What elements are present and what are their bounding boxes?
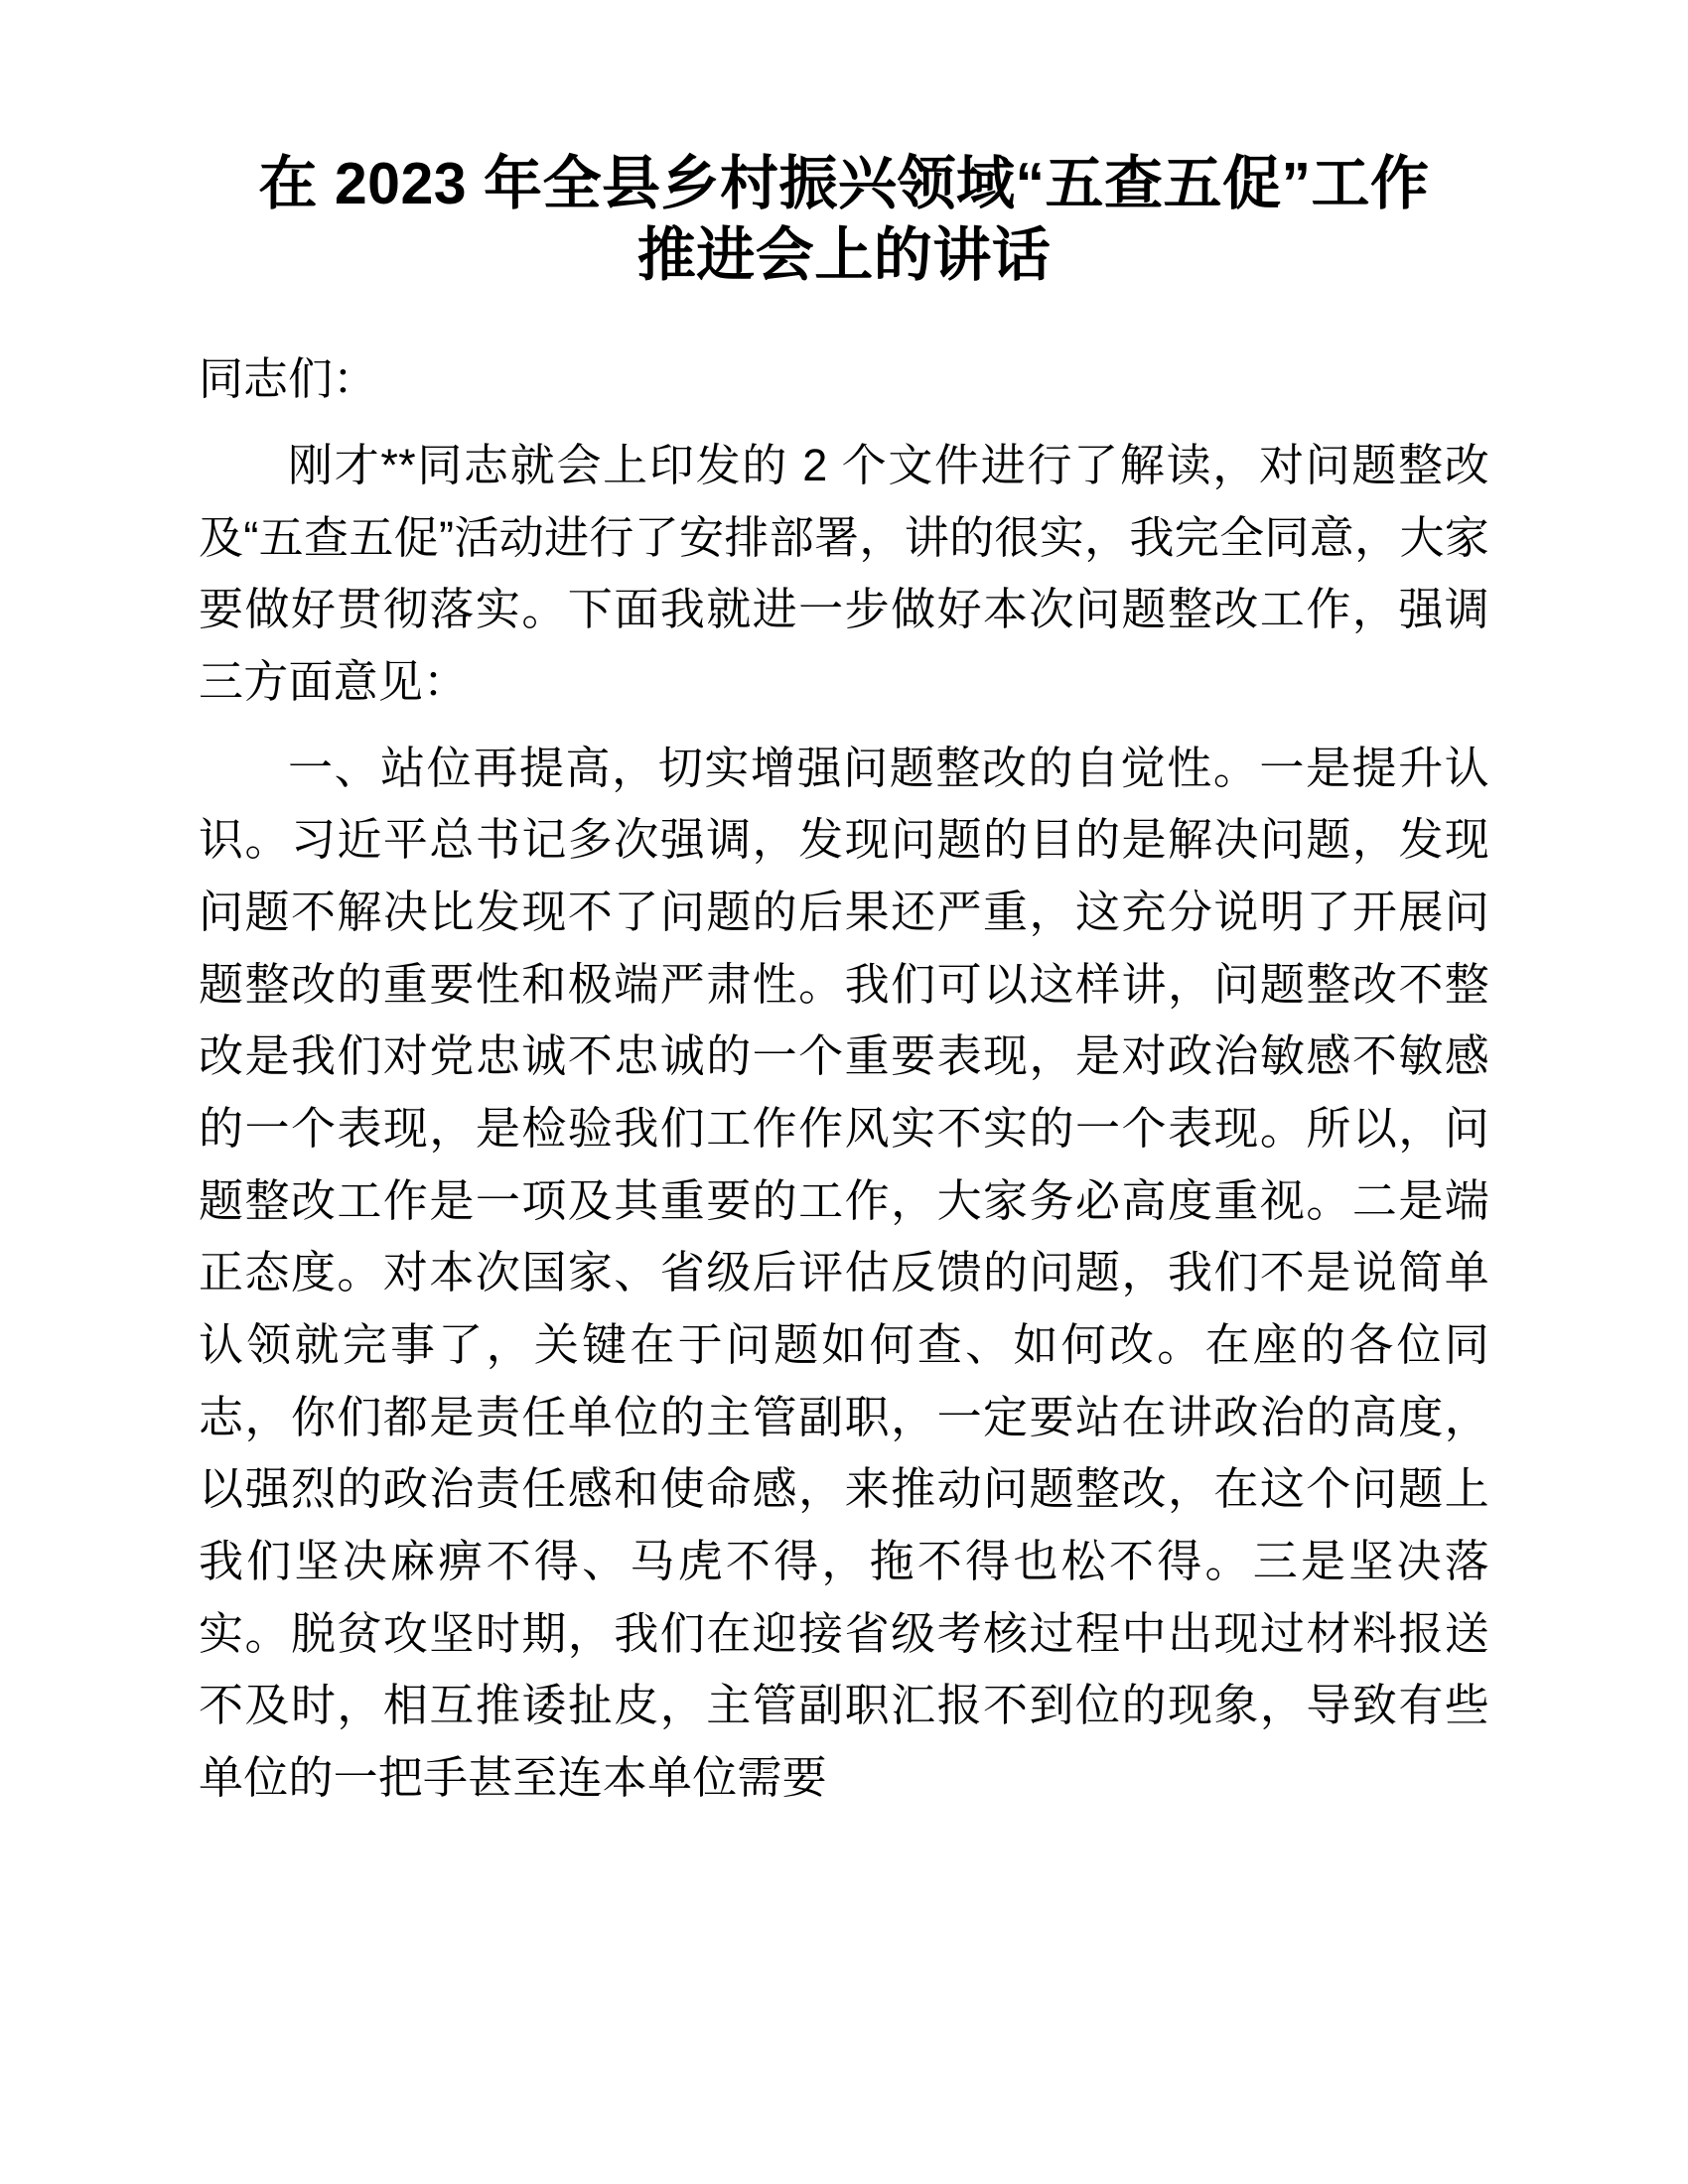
salutation: 同志们： [199,352,378,404]
title-line-1: 在 2023 年全县乡村振兴领域“五查五促”工作 [258,151,1430,216]
body-paragraph-1: 刚才**同志就会上印发的 2 个文件进行了解读，对问题整改及“五查五促”活动进行了安排部署，讲的很实，我完全同意，大家要做好贯彻落实。下面我就进一步做好本次问题整改工作，强调三方面意见： [199,439,1489,707]
title-line-2: 推进会上的讲话 [636,221,1052,288]
page-title [199,149,1489,292]
body-paragraph-2: 一、站位再提高，切实增强问题整改的自觉性。一是提升认识。习近平总书记多次强调，发现问题的目的是解决问题，发现问题不解决比发现不了问题的后果还严重，这充分说明了开展问题整改的重要性和极端严肃性。我们可以这样讲，问题整改不整改是我们对党忠诚不忠诚的一个重要表现，是对政治敏感不敏感的一个表现，是检验我们工作作风实不实的一个表现。所以，问题整改工作是一项及其重要的工作，大家务必高度重视。二是端正态度。对本次国家、省级后评估反馈的问题，我们不是说简单认领就完事了，关键在于问题如何查、如何改。在座的各位同志，你们都是责任单位的主管副职，一定要站在讲政治的高度，以强烈的政治责任感和使命感，来推动问题整改，在这个问题上我们坚决麻痹不得、马虎不得，拖不得也松不得。三是坚决落实。脱贫攻坚时期，我们在迎接省级考核过程中出现过材料报送不及时，相互推诿扯皮，主管副职汇报不到位的现象，导致有些单位的一把手甚至连本单位需要 [199,742,1489,1803]
